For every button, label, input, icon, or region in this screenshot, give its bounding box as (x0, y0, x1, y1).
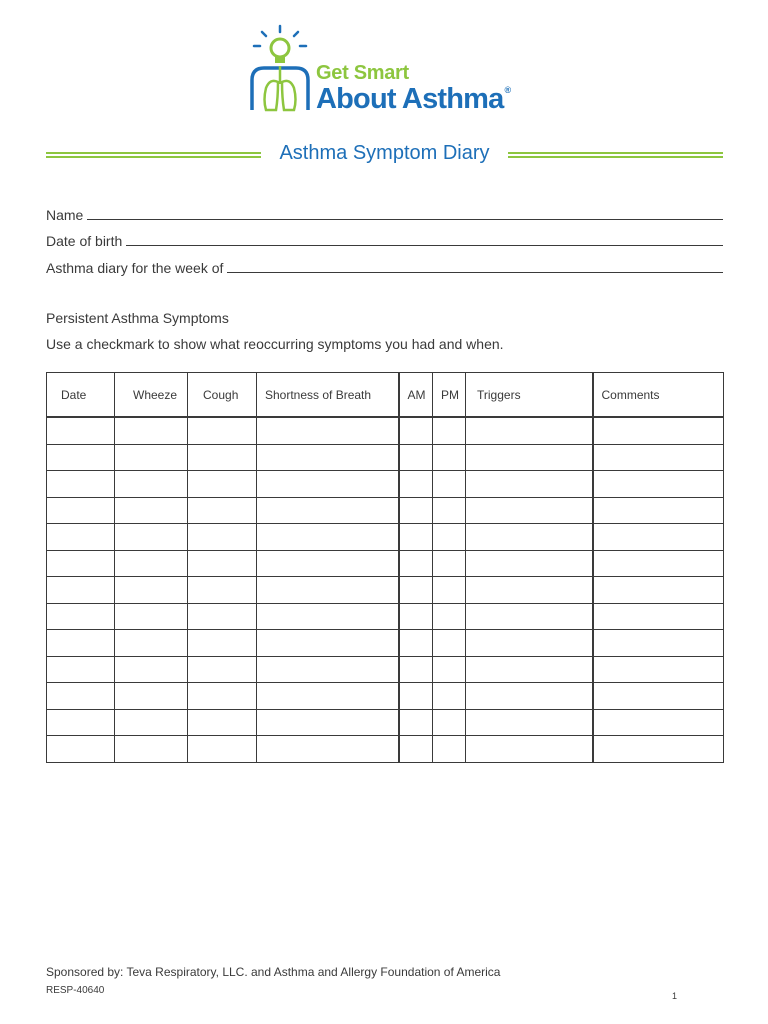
symptom-table (46, 372, 724, 763)
table-cell[interactable] (593, 630, 724, 657)
table-cell[interactable] (47, 603, 115, 630)
table-cell[interactable] (466, 736, 593, 763)
logo-tagline: Get Smart (316, 62, 409, 84)
table-cell[interactable] (593, 550, 724, 577)
col-date: Date (47, 373, 115, 418)
table-cell[interactable] (188, 471, 257, 498)
table-cell[interactable] (115, 736, 188, 763)
table-cell[interactable] (115, 603, 188, 630)
table-cell[interactable] (433, 709, 466, 736)
table-cell[interactable] (433, 471, 466, 498)
table-cell[interactable] (399, 524, 433, 551)
page-number: 1 (672, 991, 678, 1001)
table-cell[interactable] (399, 630, 433, 657)
week-line[interactable] (227, 271, 723, 273)
table-cell[interactable] (466, 471, 593, 498)
table-cell[interactable] (593, 709, 724, 736)
title-row (46, 140, 723, 170)
dob-field[interactable] (46, 229, 723, 249)
table-cell[interactable] (257, 656, 399, 683)
table-cell[interactable] (188, 497, 257, 524)
table-cell[interactable] (466, 630, 593, 657)
table-cell[interactable] (399, 603, 433, 630)
table-cell[interactable] (47, 550, 115, 577)
table-cell[interactable] (188, 656, 257, 683)
table-row (47, 497, 724, 524)
table-cell[interactable] (188, 736, 257, 763)
table-cell[interactable] (399, 417, 433, 444)
logo-brand: About Asthma® (316, 83, 511, 115)
col-comments: Comments (593, 373, 724, 418)
table-cell[interactable] (466, 497, 593, 524)
table-cell[interactable] (47, 656, 115, 683)
table-cell[interactable] (115, 497, 188, 524)
table-row (47, 630, 724, 657)
table-row (47, 709, 724, 736)
table-cell[interactable] (257, 630, 399, 657)
table-cell[interactable] (433, 603, 466, 630)
name-field[interactable] (46, 203, 723, 223)
section-heading: Persistent Asthma Symptoms (46, 310, 229, 326)
table-cell[interactable] (115, 630, 188, 657)
table-cell[interactable] (257, 683, 399, 710)
table-cell[interactable] (47, 524, 115, 551)
page-title: Asthma Symptom Diary (279, 142, 490, 164)
table-cell[interactable] (433, 524, 466, 551)
table-cell[interactable] (593, 471, 724, 498)
table-cell[interactable] (115, 709, 188, 736)
table-cell[interactable] (399, 471, 433, 498)
table-cell[interactable] (47, 444, 115, 471)
title-rule-right (508, 152, 723, 158)
table-cell[interactable] (188, 550, 257, 577)
table-cell[interactable] (399, 577, 433, 604)
table-cell[interactable] (433, 444, 466, 471)
table-cell[interactable] (593, 524, 724, 551)
week-label: Asthma diary for the week of (46, 260, 224, 276)
table-cell[interactable] (47, 497, 115, 524)
table-cell[interactable] (188, 683, 257, 710)
table-cell[interactable] (115, 471, 188, 498)
table-cell[interactable] (257, 417, 399, 444)
table-cell[interactable] (399, 683, 433, 710)
table-cell[interactable] (466, 603, 593, 630)
table-cell[interactable] (115, 683, 188, 710)
table-row (47, 603, 724, 630)
logo (248, 22, 528, 122)
table-cell[interactable] (188, 524, 257, 551)
table-row (47, 550, 724, 577)
table-row (47, 577, 724, 604)
table-cell[interactable] (188, 630, 257, 657)
table-cell[interactable] (433, 736, 466, 763)
table-row (47, 417, 724, 444)
sponsor-note: Sponsored by: Teva Respiratory, LLC. and Asthma and Allergy Foundation of America (46, 965, 501, 979)
table-cell[interactable] (188, 709, 257, 736)
table-cell[interactable] (47, 683, 115, 710)
table-cell[interactable] (47, 577, 115, 604)
table-cell[interactable] (257, 736, 399, 763)
table-cell[interactable] (47, 417, 115, 444)
table-cell[interactable] (188, 444, 257, 471)
lightbulb-lungs-icon (248, 22, 312, 118)
table-cell[interactable] (433, 497, 466, 524)
table-cell[interactable] (257, 444, 399, 471)
table-cell[interactable] (593, 736, 724, 763)
col-wheeze: Wheeze (115, 373, 188, 418)
table-cell[interactable] (257, 524, 399, 551)
table-cell[interactable] (257, 709, 399, 736)
table-cell[interactable] (399, 736, 433, 763)
table-cell[interactable] (433, 656, 466, 683)
table-cell[interactable] (593, 603, 724, 630)
table-cell[interactable] (466, 524, 593, 551)
table-row (47, 736, 724, 763)
table-row (47, 656, 724, 683)
table-cell[interactable] (466, 550, 593, 577)
table-cell[interactable] (399, 497, 433, 524)
table-cell[interactable] (188, 603, 257, 630)
dob-label: Date of birth (46, 233, 123, 249)
table-cell[interactable] (433, 417, 466, 444)
col-pm: PM (433, 373, 466, 418)
table-cell[interactable] (47, 630, 115, 657)
table-cell[interactable] (466, 444, 593, 471)
table-cell[interactable] (47, 736, 115, 763)
table-cell[interactable] (257, 550, 399, 577)
table-row (47, 683, 724, 710)
table-cell[interactable] (466, 709, 593, 736)
table-cell[interactable] (399, 709, 433, 736)
table-cell[interactable] (593, 656, 724, 683)
table-cell[interactable] (257, 603, 399, 630)
table-cell[interactable] (593, 444, 724, 471)
col-cough: Cough (188, 373, 257, 418)
table-cell[interactable] (593, 683, 724, 710)
section-description: Use a checkmark to show what reoccurring symptoms you had and when. (46, 336, 504, 352)
table-cell[interactable] (433, 630, 466, 657)
table-header-row (47, 373, 724, 418)
table-cell[interactable] (433, 550, 466, 577)
table-cell[interactable] (257, 497, 399, 524)
table-row (47, 471, 724, 498)
table-cell[interactable] (115, 577, 188, 604)
table-cell[interactable] (115, 550, 188, 577)
table-cell[interactable] (399, 550, 433, 577)
col-shortness-of-breath: Shortness of Breath (257, 373, 399, 418)
table-cell[interactable] (466, 577, 593, 604)
table-cell[interactable] (188, 417, 257, 444)
table-cell[interactable] (433, 577, 466, 604)
name-line[interactable] (87, 218, 723, 220)
table-cell[interactable] (399, 444, 433, 471)
name-label: Name (46, 207, 84, 223)
table-cell[interactable] (115, 656, 188, 683)
table-cell[interactable] (399, 656, 433, 683)
table-cell[interactable] (466, 683, 593, 710)
table-row (47, 524, 724, 551)
table-row (47, 444, 724, 471)
col-triggers: Triggers (466, 373, 593, 418)
table-cell[interactable] (433, 683, 466, 710)
table-cell[interactable] (593, 417, 724, 444)
table-cell[interactable] (115, 444, 188, 471)
document-code: RESP-40640 (46, 985, 105, 996)
table-cell[interactable] (47, 709, 115, 736)
table-cell[interactable] (466, 656, 593, 683)
table-cell[interactable] (593, 497, 724, 524)
week-field[interactable] (46, 256, 723, 276)
table-cell[interactable] (188, 577, 257, 604)
table-cell[interactable] (593, 577, 724, 604)
table-cell[interactable] (466, 417, 593, 444)
table-cell[interactable] (115, 417, 188, 444)
dob-line[interactable] (126, 244, 723, 246)
table-cell[interactable] (257, 471, 399, 498)
table-cell[interactable] (47, 471, 115, 498)
table-cell[interactable] (115, 524, 188, 551)
col-am: AM (399, 373, 433, 418)
table-cell[interactable] (257, 577, 399, 604)
